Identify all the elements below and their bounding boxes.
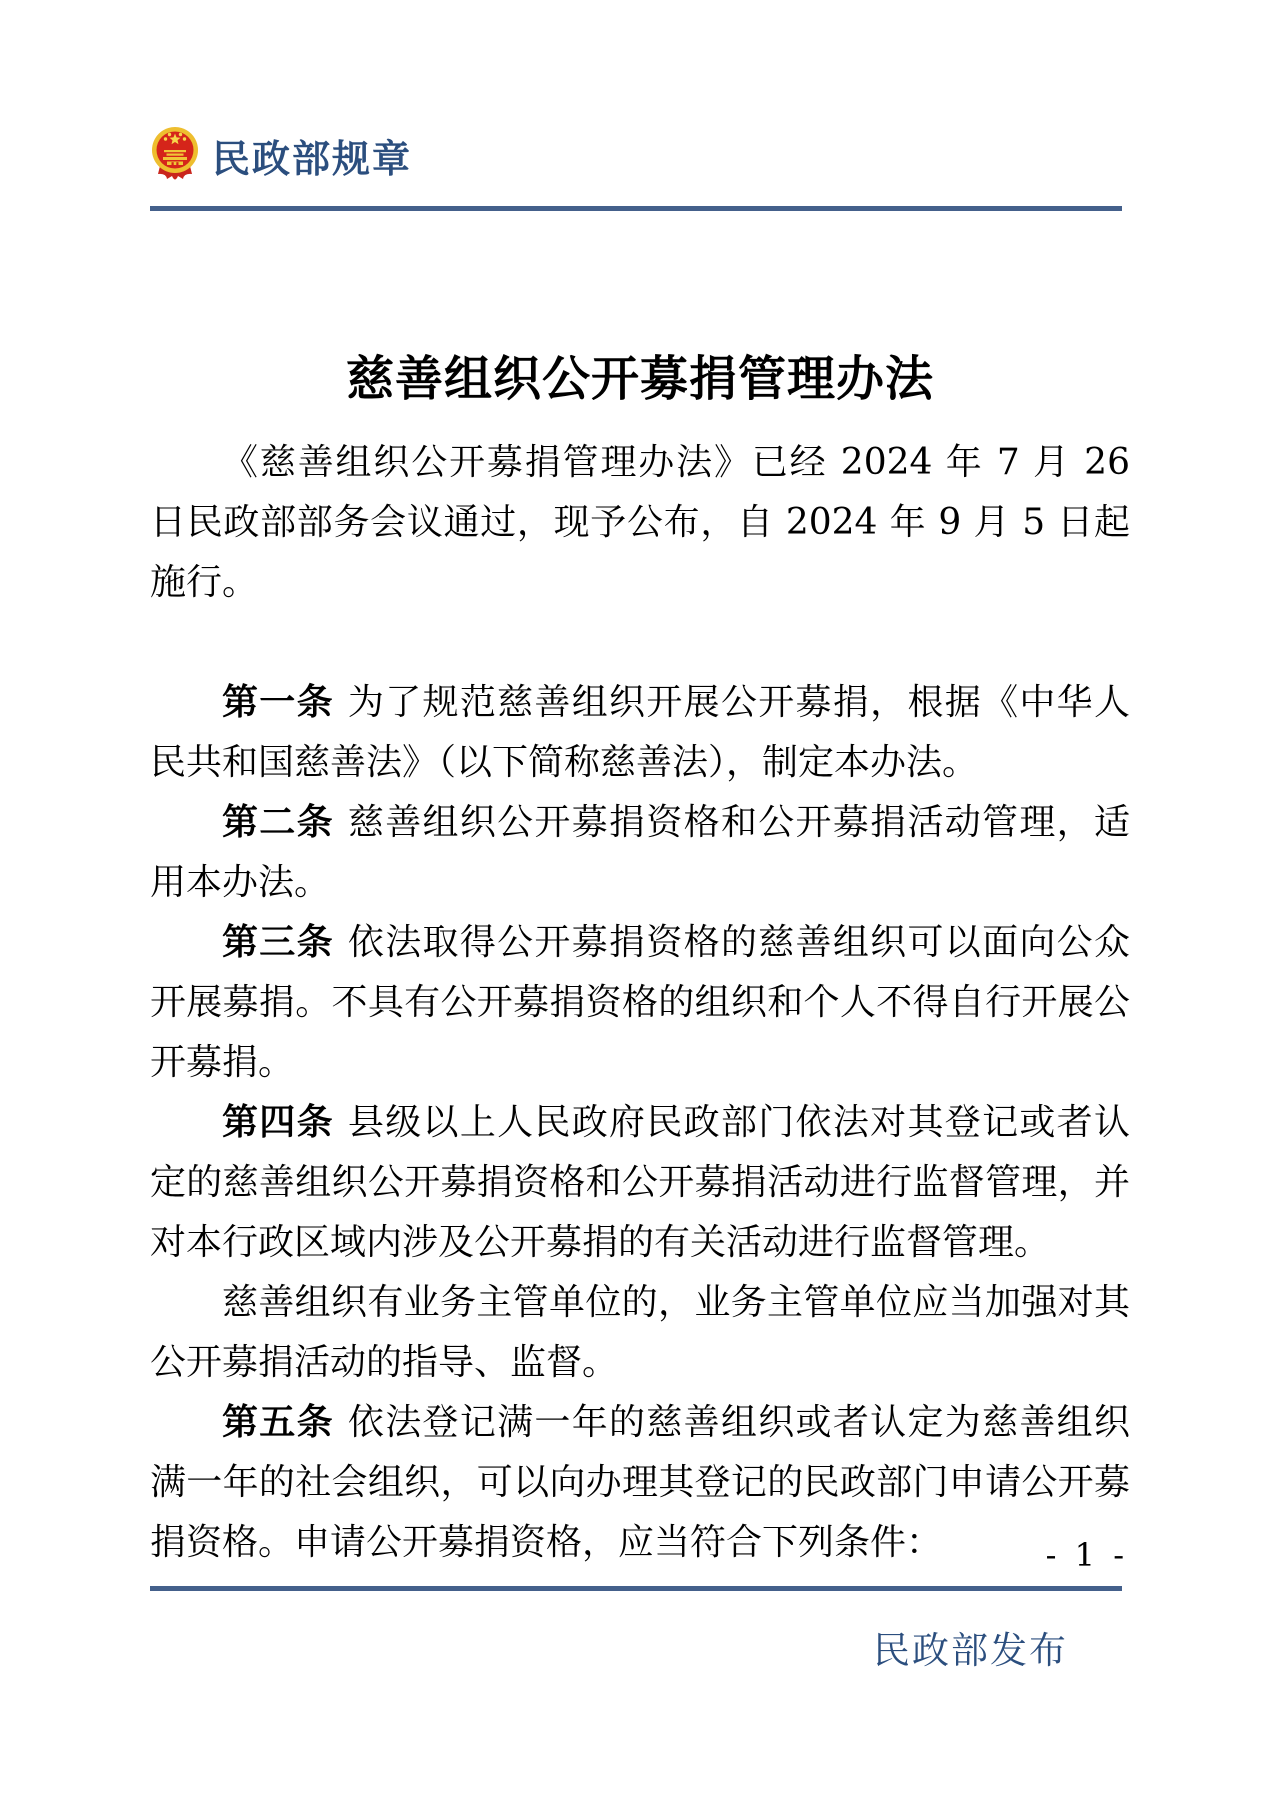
article-text: 依法取得公开募捐资格的慈善组织可以面向公众开展募捐。不具有公开募捐资格的组织和个人不得自行开展公开募捐。	[150, 922, 1130, 1084]
article-text: 县级以上人民政府民政部门依法对其登记或者认定的慈善组织公开募捐资格和公开募捐活动进行监督管理，并对本行政区域内涉及公开募捐的有关活动进行监督管理。	[150, 1102, 1130, 1264]
article-paragraph	[150, 1273, 1130, 1393]
china-national-emblem-icon	[150, 124, 200, 186]
article-paragraph	[150, 673, 1130, 793]
article-text: 慈善组织公开募捐资格和公开募捐活动管理，适用本办法。	[150, 802, 1130, 904]
article-term: 第三条	[222, 922, 334, 964]
article-text: 慈善组织有业务主管单位的，业务主管单位应当加强对其公开募捐活动的指导、监督。	[150, 1282, 1130, 1384]
article-term: 第二条	[222, 802, 334, 844]
article-term: 第四条	[222, 1102, 334, 1144]
preamble-paragraph: 《慈善组织公开募捐管理办法》已经 2024 年 7 月 26 日民政部部务会议通过，现予公布，自 2024 年 9 月 5 日起施行。	[150, 442, 1130, 604]
document-title: 慈善组织公开募捐管理办法	[345, 351, 934, 407]
article-paragraph	[150, 1393, 1130, 1573]
articles-container	[150, 673, 1130, 1573]
article-paragraph	[150, 913, 1130, 1093]
header-divider	[150, 206, 1122, 211]
article-paragraph	[150, 793, 1130, 913]
page-header	[150, 124, 412, 186]
article-term: 第五条	[222, 1402, 334, 1444]
footer-divider	[150, 1586, 1122, 1591]
article-text: 依法登记满一年的慈善组织或者认定为慈善组织满一年的社会组织，可以向办理其登记的民政部门申请公开募捐资格。申请公开募捐资格，应当符合下列条件：	[150, 1402, 1130, 1564]
page-number: - 1 -	[1045, 1536, 1128, 1574]
publisher-label: 民政部发布	[873, 1629, 1068, 1672]
article-term: 第一条	[222, 682, 334, 724]
article-text: 为了规范慈善组织开展公开募捐，根据《中华人民共和国慈善法》（以下简称慈善法），制定本办法。	[150, 682, 1130, 784]
article-paragraph	[150, 1093, 1130, 1273]
document-body	[150, 352, 1130, 1573]
header-agency-label: 民政部规章	[212, 135, 413, 181]
